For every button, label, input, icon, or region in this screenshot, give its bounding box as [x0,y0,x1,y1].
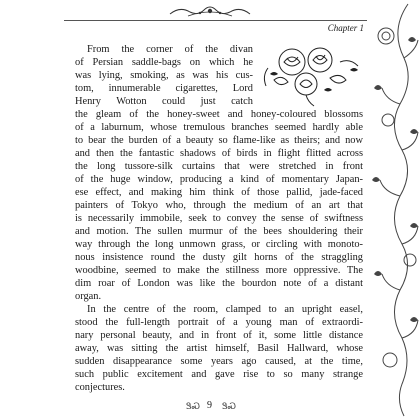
text-line: nary personal beauty, and in front of it, some little distance [75,330,363,341]
text-line: such public excitement and gave rise to so many strange [75,369,363,380]
rose-illustration-icon [254,40,374,110]
text-line: of the huge window, producing a kind of momentary Japan- [75,174,363,185]
text-line: Henry Wotton could just catch [75,96,253,107]
text-line: the gleam of the honey-sweet and honey-coloured blossoms [75,109,363,120]
footer-ornament-right: ᏕᏍ [222,401,236,411]
text-line: woodbine, seemed to make the stillness more oppressive. The [75,265,363,276]
text-line: is necessarily immobile, seek to convey the sense of swiftness [75,213,363,224]
scroll-ornament-icon [168,4,252,18]
text-line: From the corner of the divan [87,44,253,55]
text-line: conjectures. [75,382,125,393]
page-number: 9 [207,400,213,411]
text-line: and then the fantastic shadows of birds in flight flitted across [75,148,363,159]
text-line: organ. [75,291,102,302]
text-line: In the centre of the room, clamped to an upright easel, [87,304,363,315]
text-line: ese effect, and making him think of those pallid, jade-faced [75,187,363,198]
text-line: away, was sitting the artist himself, Basil Hallward, whose [75,343,363,354]
text-line: stood the full-length portrait of a young man of extraordi- [75,317,363,328]
header-rule [64,20,367,21]
text-line: tom, innumerable cigarettes, Lord [75,83,253,94]
text-line: was lying, smoking, as was his cus- [75,70,253,81]
text-line: sudden disappearance some years ago caused, at the time, [75,356,363,367]
floral-vine-border-icon [370,0,420,420]
footer-ornament-left: ᏕᏍ [186,401,200,411]
text-line: way through the long unmown grass, or circling with monoto- [75,239,363,250]
text-line: the long tussore-silk curtains that were stretched in front [75,161,363,172]
text-line: nous insistence round the dusty gilt horns of the straggling [75,252,363,263]
text-line: of Persian saddle-bags on which he [75,57,253,68]
text-line: to bear the burden of a beauty so flame-like as theirs; and now [75,135,363,146]
chapter-label: Chapter 1 [327,23,364,33]
text-line: of a laburnum, whose tremulous branches seemed hardly able [75,122,363,133]
text-line: painters of Tokyo who, through the medium of an art that [75,200,363,211]
text-line: dim roar of London was like the bourdon note of a distant [75,278,363,289]
text-line: and motion. The sullen murmur of the bees shouldering their [75,226,363,237]
